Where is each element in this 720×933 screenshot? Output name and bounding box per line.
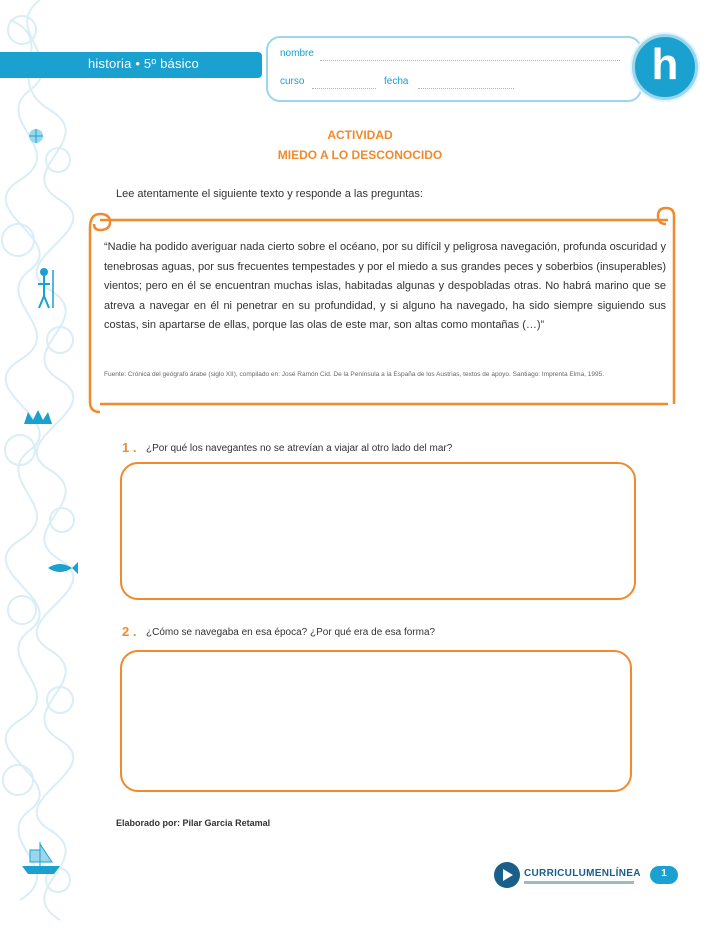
quote-text: “Nadie ha podido averiguar nada cierto sobre el océano, por su difícil y peligrosa navegación, profunda oscuridad y tenebrosas aguas, por sus frecuentes tempestades y por el miedo a sus grandes peces y soberbios (insuperables) vientos; pero en él se encuentran muchas islas, habitadas algunas y despobladas otras. No habrá marino que se atreva a navegar en él ni penetrar en su profundidad, y si alguno ha navegado, ha sido siempre siguiendo sus costas, sin apartarse de ellas, porque las olas de este mar, son altas como montañas (…)” — [104, 241, 666, 331]
play-logo-icon — [494, 862, 520, 888]
answer-1-box[interactable] — [120, 462, 636, 600]
date-label: fecha — [384, 76, 409, 87]
student-info-box — [266, 36, 642, 102]
answer-2-box[interactable] — [120, 650, 632, 792]
question-2-text: ¿Cómo se navegaba en esa época? ¿Por qué era de esa forma? — [146, 627, 436, 638]
author-credit — [116, 818, 270, 828]
topic-title: MIEDO A LO DESCONOCIDO — [277, 148, 443, 162]
quote-source: Fuente: Crónica del geógrafo árabe (siglo XII), compilado en: José Ramón Cid. De la Península a la España de los Austrias, textos de apoyo. Santiago: Imprenta Elma, 1995. — [104, 371, 605, 378]
subject-band — [0, 52, 262, 78]
author-name: Pilar Garcia Retamal — [182, 818, 271, 828]
activity-title: ACTIVIDAD — [327, 128, 393, 142]
h-logo-icon — [632, 34, 698, 100]
course-field[interactable] — [312, 88, 376, 89]
question-1-text: ¿Por qué los navegantes no se atrevían a viajar al otro lado del mar? — [146, 443, 453, 454]
date-field[interactable] — [418, 88, 514, 89]
course-label: curso — [280, 76, 305, 87]
author-label: Elaborado por: — [116, 818, 181, 828]
subject-label: historia — [88, 56, 132, 71]
instruction-text: Lee atentamente el siguiente texto y responde a las preguntas: — [116, 188, 423, 200]
name-label: nombre — [280, 48, 314, 59]
fish-icon — [48, 562, 78, 574]
logo-letter: h — [651, 40, 679, 89]
footer-brand: CURRICULUMENLÍNEA — [524, 868, 641, 879]
question-1-number: 1 . — [122, 440, 137, 455]
ship-icon — [22, 842, 60, 874]
question-2-number: 2 . — [122, 624, 137, 639]
page-number: 1 — [661, 868, 667, 879]
page-number-badge — [650, 866, 678, 884]
grade-label: 5º básico — [143, 56, 199, 71]
footer-brand-underline — [524, 881, 634, 884]
name-field[interactable] — [320, 60, 620, 61]
subject-separator: • — [135, 56, 141, 71]
